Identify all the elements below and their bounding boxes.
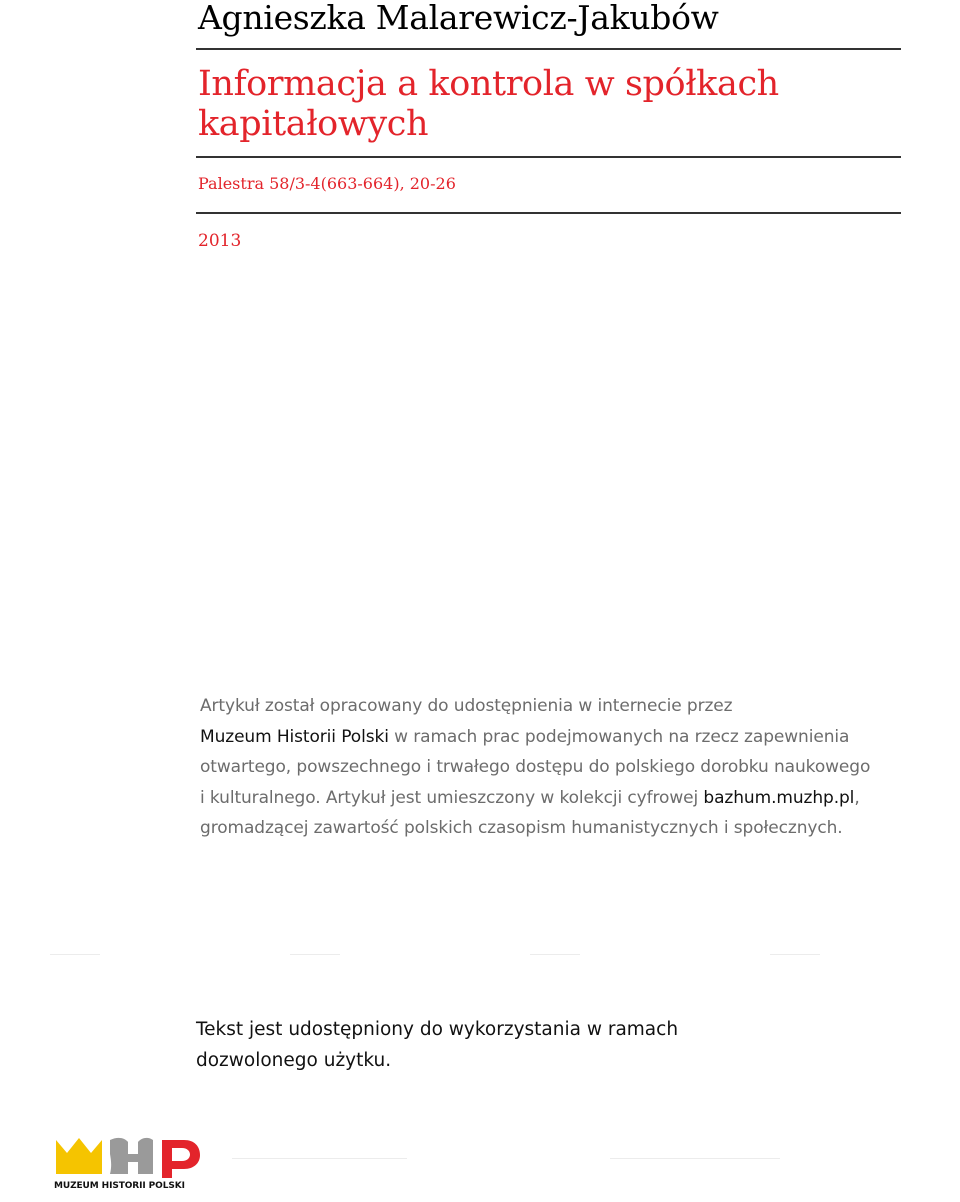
info-paragraph: [200, 691, 880, 844]
source-citation: Palestra 58/3-4(663-664), 20-26: [198, 174, 456, 193]
faint-line-3: [530, 954, 580, 955]
site-link[interactable]: bazhum.muzhp.pl: [703, 787, 855, 808]
faint-line-2: [290, 954, 340, 955]
faint-line-5: [232, 1158, 407, 1159]
logo-flag-p: [162, 1140, 200, 1178]
publication-year: 2013: [198, 231, 242, 251]
rule-top: [196, 48, 901, 50]
logo-caption: MUZEUM HISTORII POLSKI: [54, 1181, 185, 1191]
info-text-part2: w ramach prac podejmowanych na rzecz zapewnienia otwartego, powszechnego i trwałego dostępu do polskiego dorobku naukowego i kulturalnego. Artykuł jest umieszczony w kolekcji cyfrowej: [200, 726, 871, 808]
faint-line-6: [610, 1158, 780, 1159]
museum-logo: [54, 1136, 204, 1194]
rule-middle: [196, 156, 901, 158]
info-text-part3: , gromadzącej zawartość polskich czasopism humanistycznych i społecznych.: [200, 787, 860, 838]
logo-eagle-h: [110, 1138, 153, 1174]
license-notice: Tekst jest udostępniony do wykorzystania w ramach dozwolonego użytku.: [196, 1019, 679, 1071]
museum-logo-mark: [54, 1136, 204, 1180]
faint-line-1: [50, 954, 100, 955]
article-title: Informacja a kontrola w spółkach kapitałowych: [198, 64, 779, 144]
author-name: Agnieszka Malarewicz-Jakubów: [198, 0, 719, 37]
museum-name: Muzeum Historii Polski: [200, 726, 389, 747]
faint-line-4: [770, 954, 820, 955]
info-text-part1: Artykuł został opracowany do udostępnienia w internecie przez: [200, 696, 733, 716]
rule-bottom: [196, 212, 901, 214]
logo-crown-m: [56, 1138, 102, 1174]
